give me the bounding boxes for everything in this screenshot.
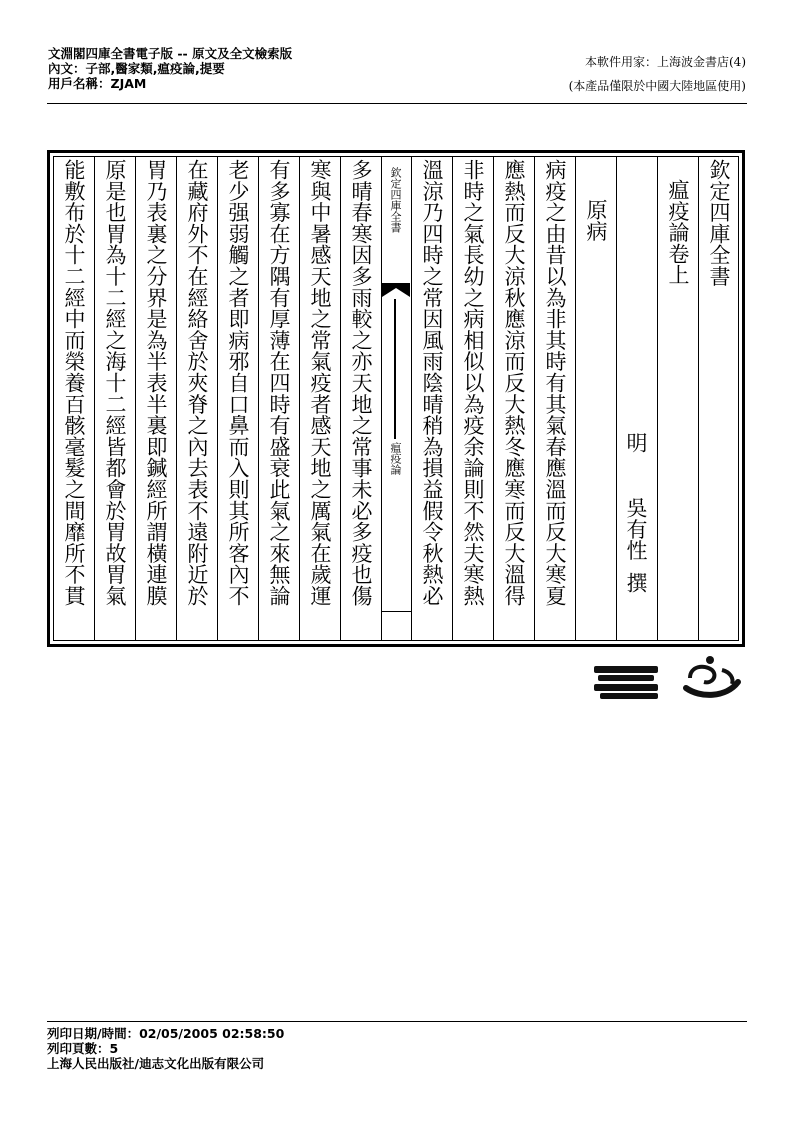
- author-name: 吳有性: [624, 497, 648, 561]
- text-column: 原是也胃為十二經之海十二經皆都會於胃故胃氣: [103, 159, 127, 607]
- center-fold-book-title: 瘟疫論: [389, 442, 402, 475]
- author-column: [616, 157, 657, 640]
- author-dynasty: 明: [624, 432, 648, 454]
- footer-publisher: 上海人民出版社/迪志文化出版有限公司: [47, 1056, 265, 1071]
- footer-page-count: 列印頁數：5: [47, 1041, 119, 1056]
- header-right: [569, 50, 746, 98]
- text-column: 能敷布於十二經中而榮養百骸毫髮之間靡所不貫: [62, 159, 86, 607]
- fishtail-mark-icon: [382, 283, 410, 299]
- footer: [47, 1026, 284, 1071]
- page-frame: [47, 150, 745, 647]
- text-column: 病疫之由昔以為非其時有其氣春應溫而反大寒夏: [543, 159, 567, 607]
- text-column: 溫涼乃四時之常因風雨陰晴稍為損益假令秋熱必: [420, 159, 444, 607]
- header-software-title: 文淵閣四庫全書電子版 -- 原文及全文檢索版: [48, 46, 293, 61]
- footer-print-datetime: 列印日期/時間：02/05/2005 02:58:50: [47, 1026, 285, 1041]
- center-fold-title: 欽定四庫全書: [389, 167, 402, 233]
- publisher-logo-icon: [594, 666, 658, 700]
- author-role: 撰: [624, 572, 648, 594]
- footer-divider: [47, 1021, 747, 1022]
- section-heading: 原病: [584, 199, 608, 242]
- text-column: 老少强弱觸之者即病邪自口鼻而入則其所客內不: [226, 159, 250, 607]
- center-fold-line: [394, 299, 396, 439]
- volume-title: 瘟疫論卷上: [666, 179, 690, 286]
- header-username: 用戶名稱：ZJAM: [48, 76, 147, 91]
- text-column: 多晴春寒因多雨較之亦天地之常事未必多疫也傷: [349, 159, 373, 607]
- center-fold-rule: [381, 611, 411, 612]
- text-column: 有多寡在方隅有厚薄在四時有盛衰此氣之來無論: [267, 159, 291, 607]
- text-column: 非時之氣長幼之病相似以為疫余論則不然夫寒熱: [461, 159, 485, 607]
- header-region-note: (本產品僅限於中國大陸地區使用): [568, 79, 746, 93]
- header-divider: [47, 103, 747, 104]
- text-column: 在藏府外不在經絡舍於夾脊之內去表不遠附近於: [185, 159, 209, 607]
- page-frame-inner: [53, 156, 739, 641]
- header-content-path: 內文：子部,醫家類,瘟疫論,提要: [48, 61, 225, 76]
- text-column: 胃乃表裏之分界是為半表半裏即鍼經所謂橫連膜: [144, 159, 168, 607]
- book-title: 欽定四庫全書: [707, 159, 731, 287]
- text-column: 寒與中暑感天地之常氣疫者感天地之厲氣在歲運: [308, 159, 332, 607]
- header-licensee: 本軟件用家：上海波金書店(4): [585, 55, 746, 69]
- center-fold: [381, 157, 411, 640]
- seal-logo-icon: [682, 652, 742, 702]
- header-left: [48, 46, 292, 91]
- text-column: 應熱而反大涼秋應涼而反大熱冬應寒而反大溫得: [502, 159, 526, 607]
